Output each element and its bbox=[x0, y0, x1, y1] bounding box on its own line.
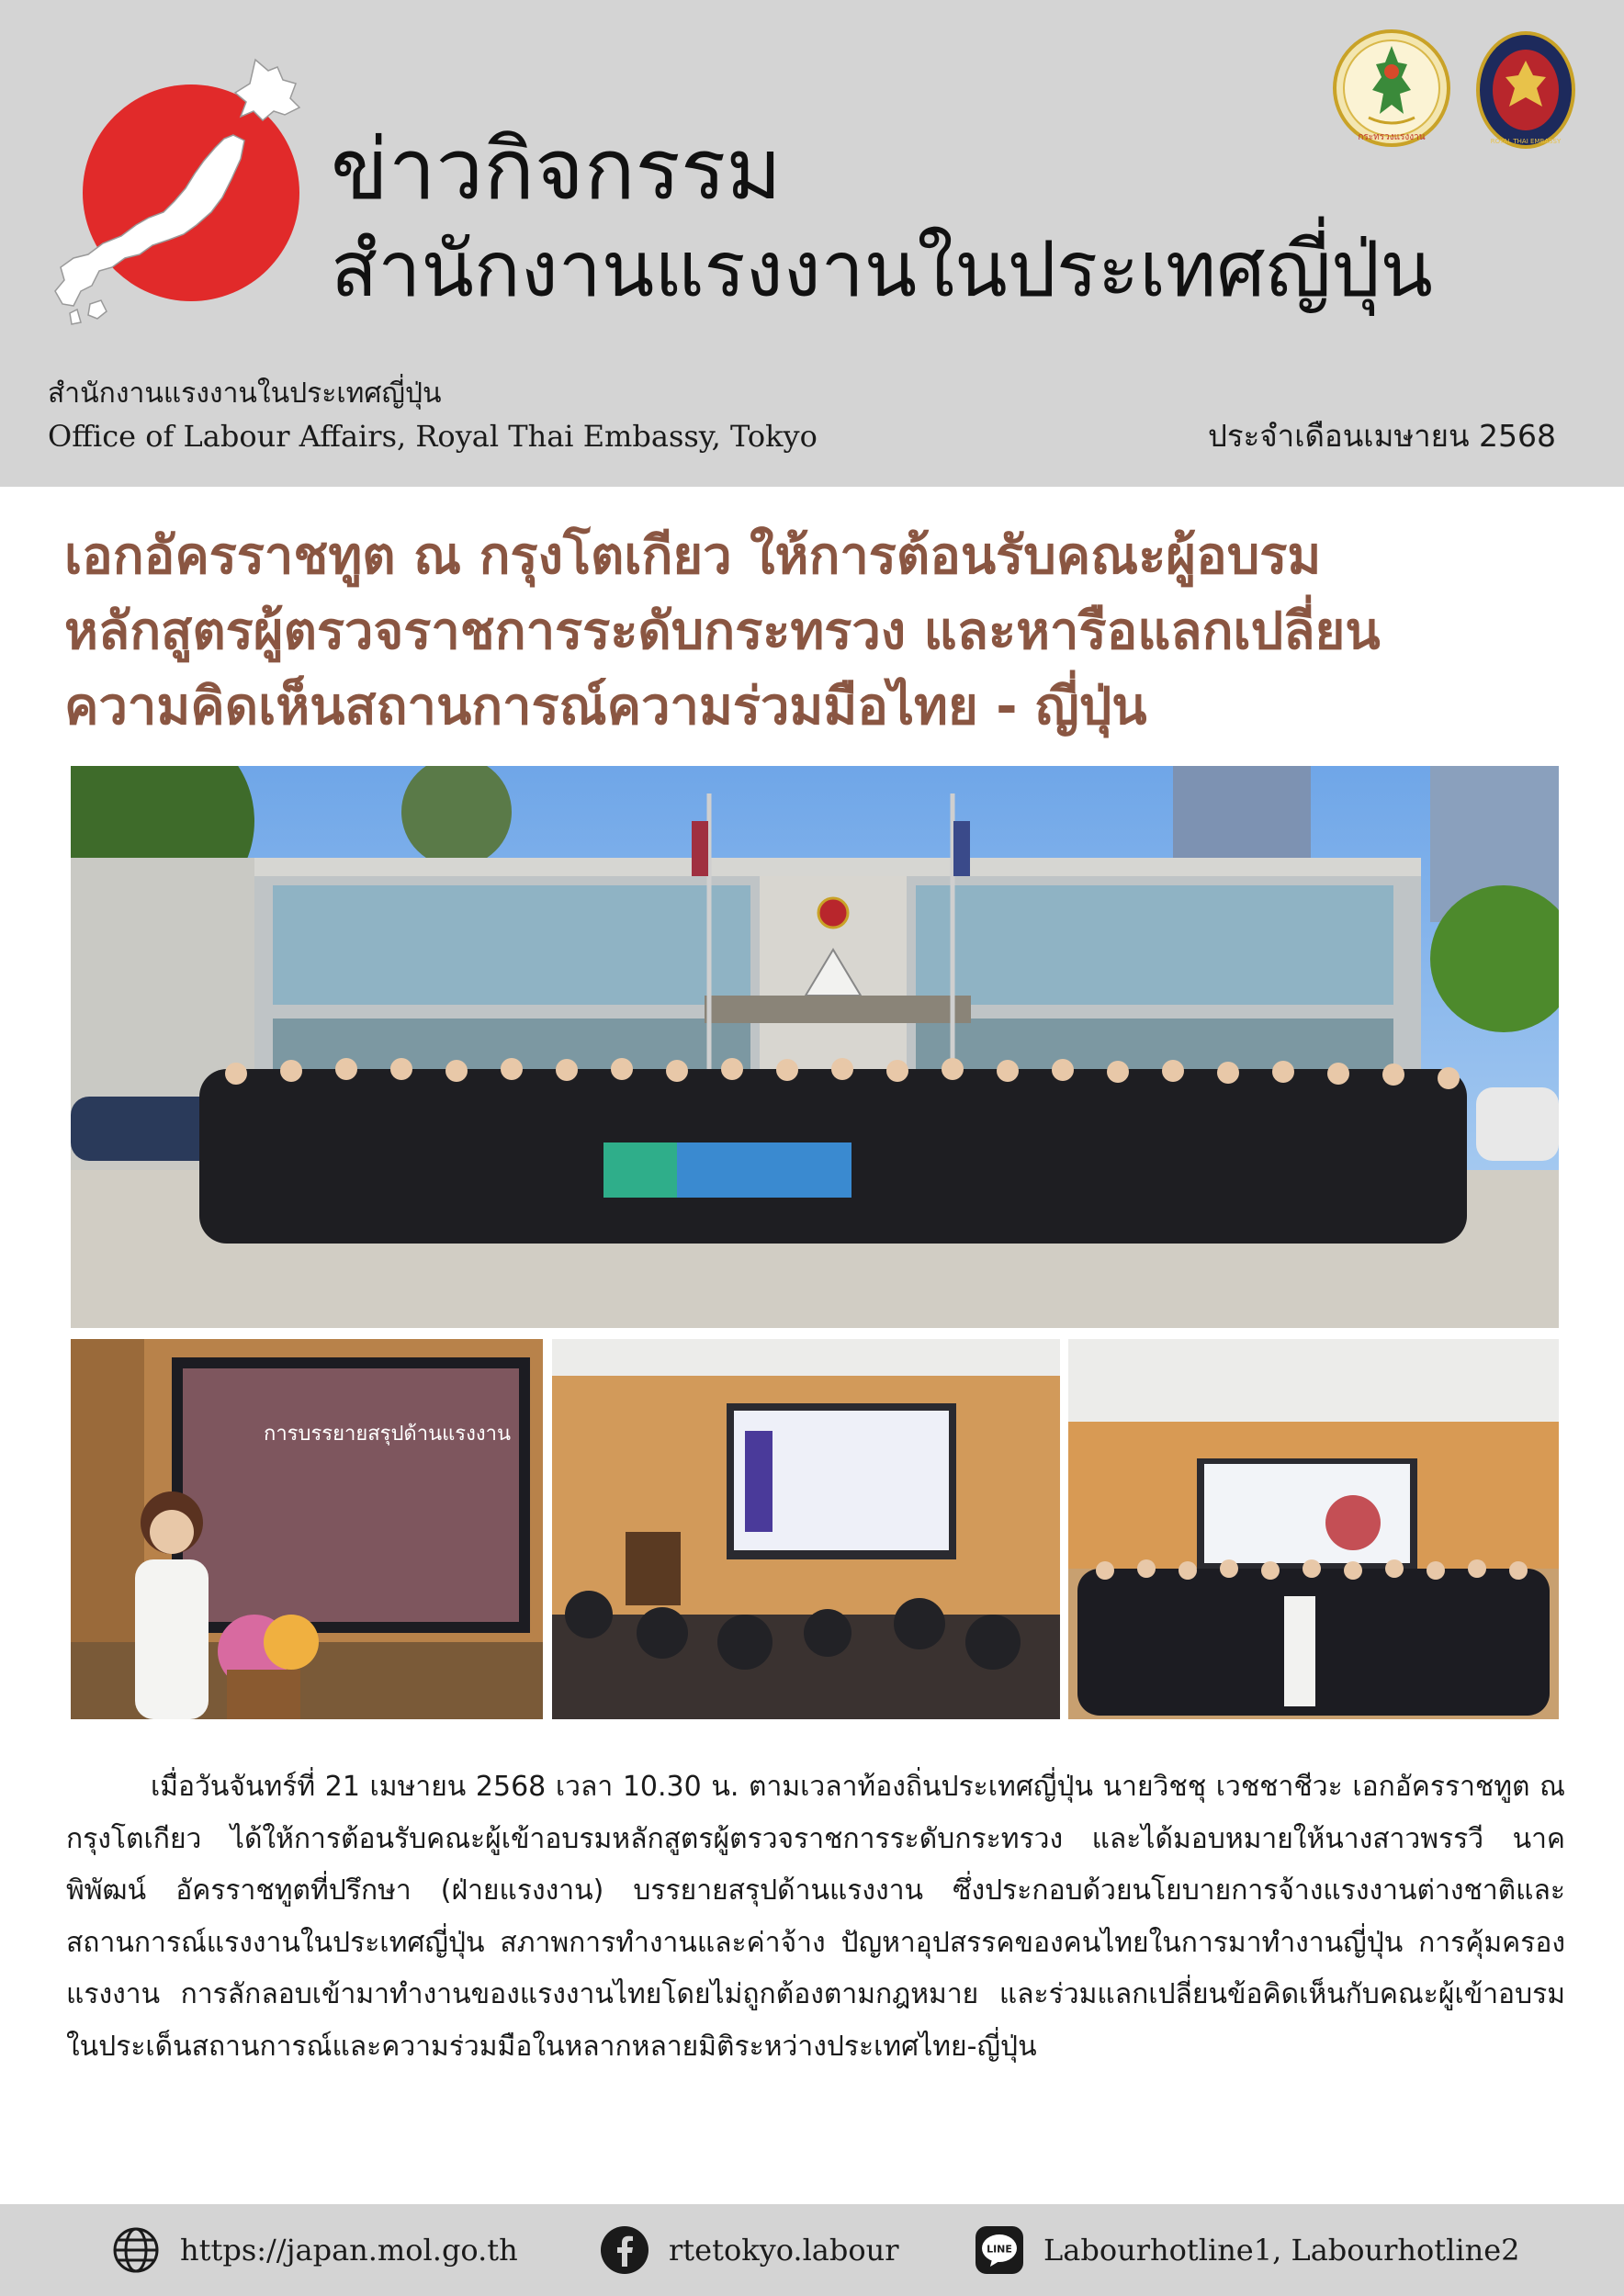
line-contact[interactable] bbox=[974, 2226, 1520, 2274]
slide-title-text: การบรรยายสรุปด้านแรงงาน bbox=[264, 1423, 511, 1446]
website-contact[interactable] bbox=[110, 2226, 518, 2274]
newsletter-subtitle: สำนักงานแรงงานในประเทศญี่ปุ่น bbox=[331, 224, 1433, 314]
headline-line-1: เอกอัครราชทูต ณ กรุงโตเกียว ให้การต้อนรับคณะผู้อบรม bbox=[64, 526, 1322, 586]
line-app-icon bbox=[974, 2224, 1025, 2276]
line-account-ids[interactable]: Labourhotline1, Labourhotline2 bbox=[1043, 2233, 1520, 2268]
ministry-emblem-text: กระทรวงแรงงาน bbox=[1358, 132, 1426, 142]
briefing-audience-photo bbox=[552, 1339, 1060, 1719]
header-band bbox=[0, 0, 1624, 487]
auditorium-group-photo bbox=[1068, 1339, 1559, 1719]
article-headline bbox=[64, 519, 1571, 745]
embassy-group-photo bbox=[71, 766, 1559, 1328]
newsletter-title: ข่าวกิจกรรม bbox=[331, 120, 782, 219]
footer-contacts bbox=[0, 2204, 1624, 2296]
facebook-handle[interactable]: rtetokyo.labour bbox=[669, 2233, 899, 2268]
line-icon-text: LINE bbox=[987, 2243, 1012, 2256]
facebook-contact[interactable] bbox=[599, 2226, 899, 2274]
embassy-emblem-text: ROYAL THAI EMBASSY bbox=[1490, 138, 1562, 145]
briefing-speaker-photo bbox=[71, 1339, 543, 1719]
organization-name-thai: สำนักงานแรงงานในประเทศญี่ปุ่น bbox=[48, 377, 442, 410]
headline-line-3: ความคิดเห็นสถานการณ์ความร่วมมือไทย - ญี่ปุ่น bbox=[64, 677, 1147, 737]
organization-name-english: Office of Labour Affairs, Royal Thai Embassy, Tokyo bbox=[48, 419, 818, 454]
headline-line-2: หลักสูตรผู้ตรวจราชการระดับกระทรวง และหารือแลกเปลี่ยน bbox=[64, 602, 1381, 661]
ministry-of-labour-emblem bbox=[1332, 26, 1451, 154]
website-url[interactable]: https://japan.mol.go.th bbox=[180, 2233, 518, 2268]
issue-month: ประจำเดือนเมษายน 2568 bbox=[1207, 418, 1556, 454]
globe-icon bbox=[110, 2224, 162, 2276]
facebook-icon bbox=[599, 2224, 650, 2276]
article-body: เมื่อวันจันทร์ที่ 21 เมษายน 2568 เวลา 10.30 น. ตามเวลาท้องถิ่นประเทศญี่ปุ่น นายวิชชุ เวชชาชีวะ เอกอัครราชทูต ณ กรุงโตเกียว ได้ให้การต้อนรับคณะผู้เข้าอบรมหลักสูตรผู้ตรวจราชการระดับกระทรวง และได้มอบหมายให้นางสาวพรรวี นาคพิพัฒน์ อัครราชทูตที่ปรึกษา (ฝ่ายแรงงาน) บรรยายสรุปด้านแรงงาน ซึ่งประกอบด้วยนโยบายการจ้างแรงงานต่างชาติและสถานการณ์แรงงานในประเทศญี่ปุ่น สภาพการทำงานและค่าจ้าง ปัญหาอุปสรรคของคนไทยในการมาทำงานญี่ปุ่น การคุ้มครองแรงงาน การลักลอบเข้ามาทำงานของแรงงานไทยโดยไม่ถูกต้องตามกฎหมาย และร่วมแลกเปลี่ยนข้อคิดเห็นกับคณะผู้เข้าอบรมในประเด็นสถานการณ์และความร่วมมือในหลากหลายมิติระหว่างประเทศไทย-ญี่ปุ่น bbox=[66, 1771, 1565, 2063]
royal-thai-embassy-emblem bbox=[1474, 29, 1577, 151]
japan-map-logo bbox=[37, 51, 321, 326]
